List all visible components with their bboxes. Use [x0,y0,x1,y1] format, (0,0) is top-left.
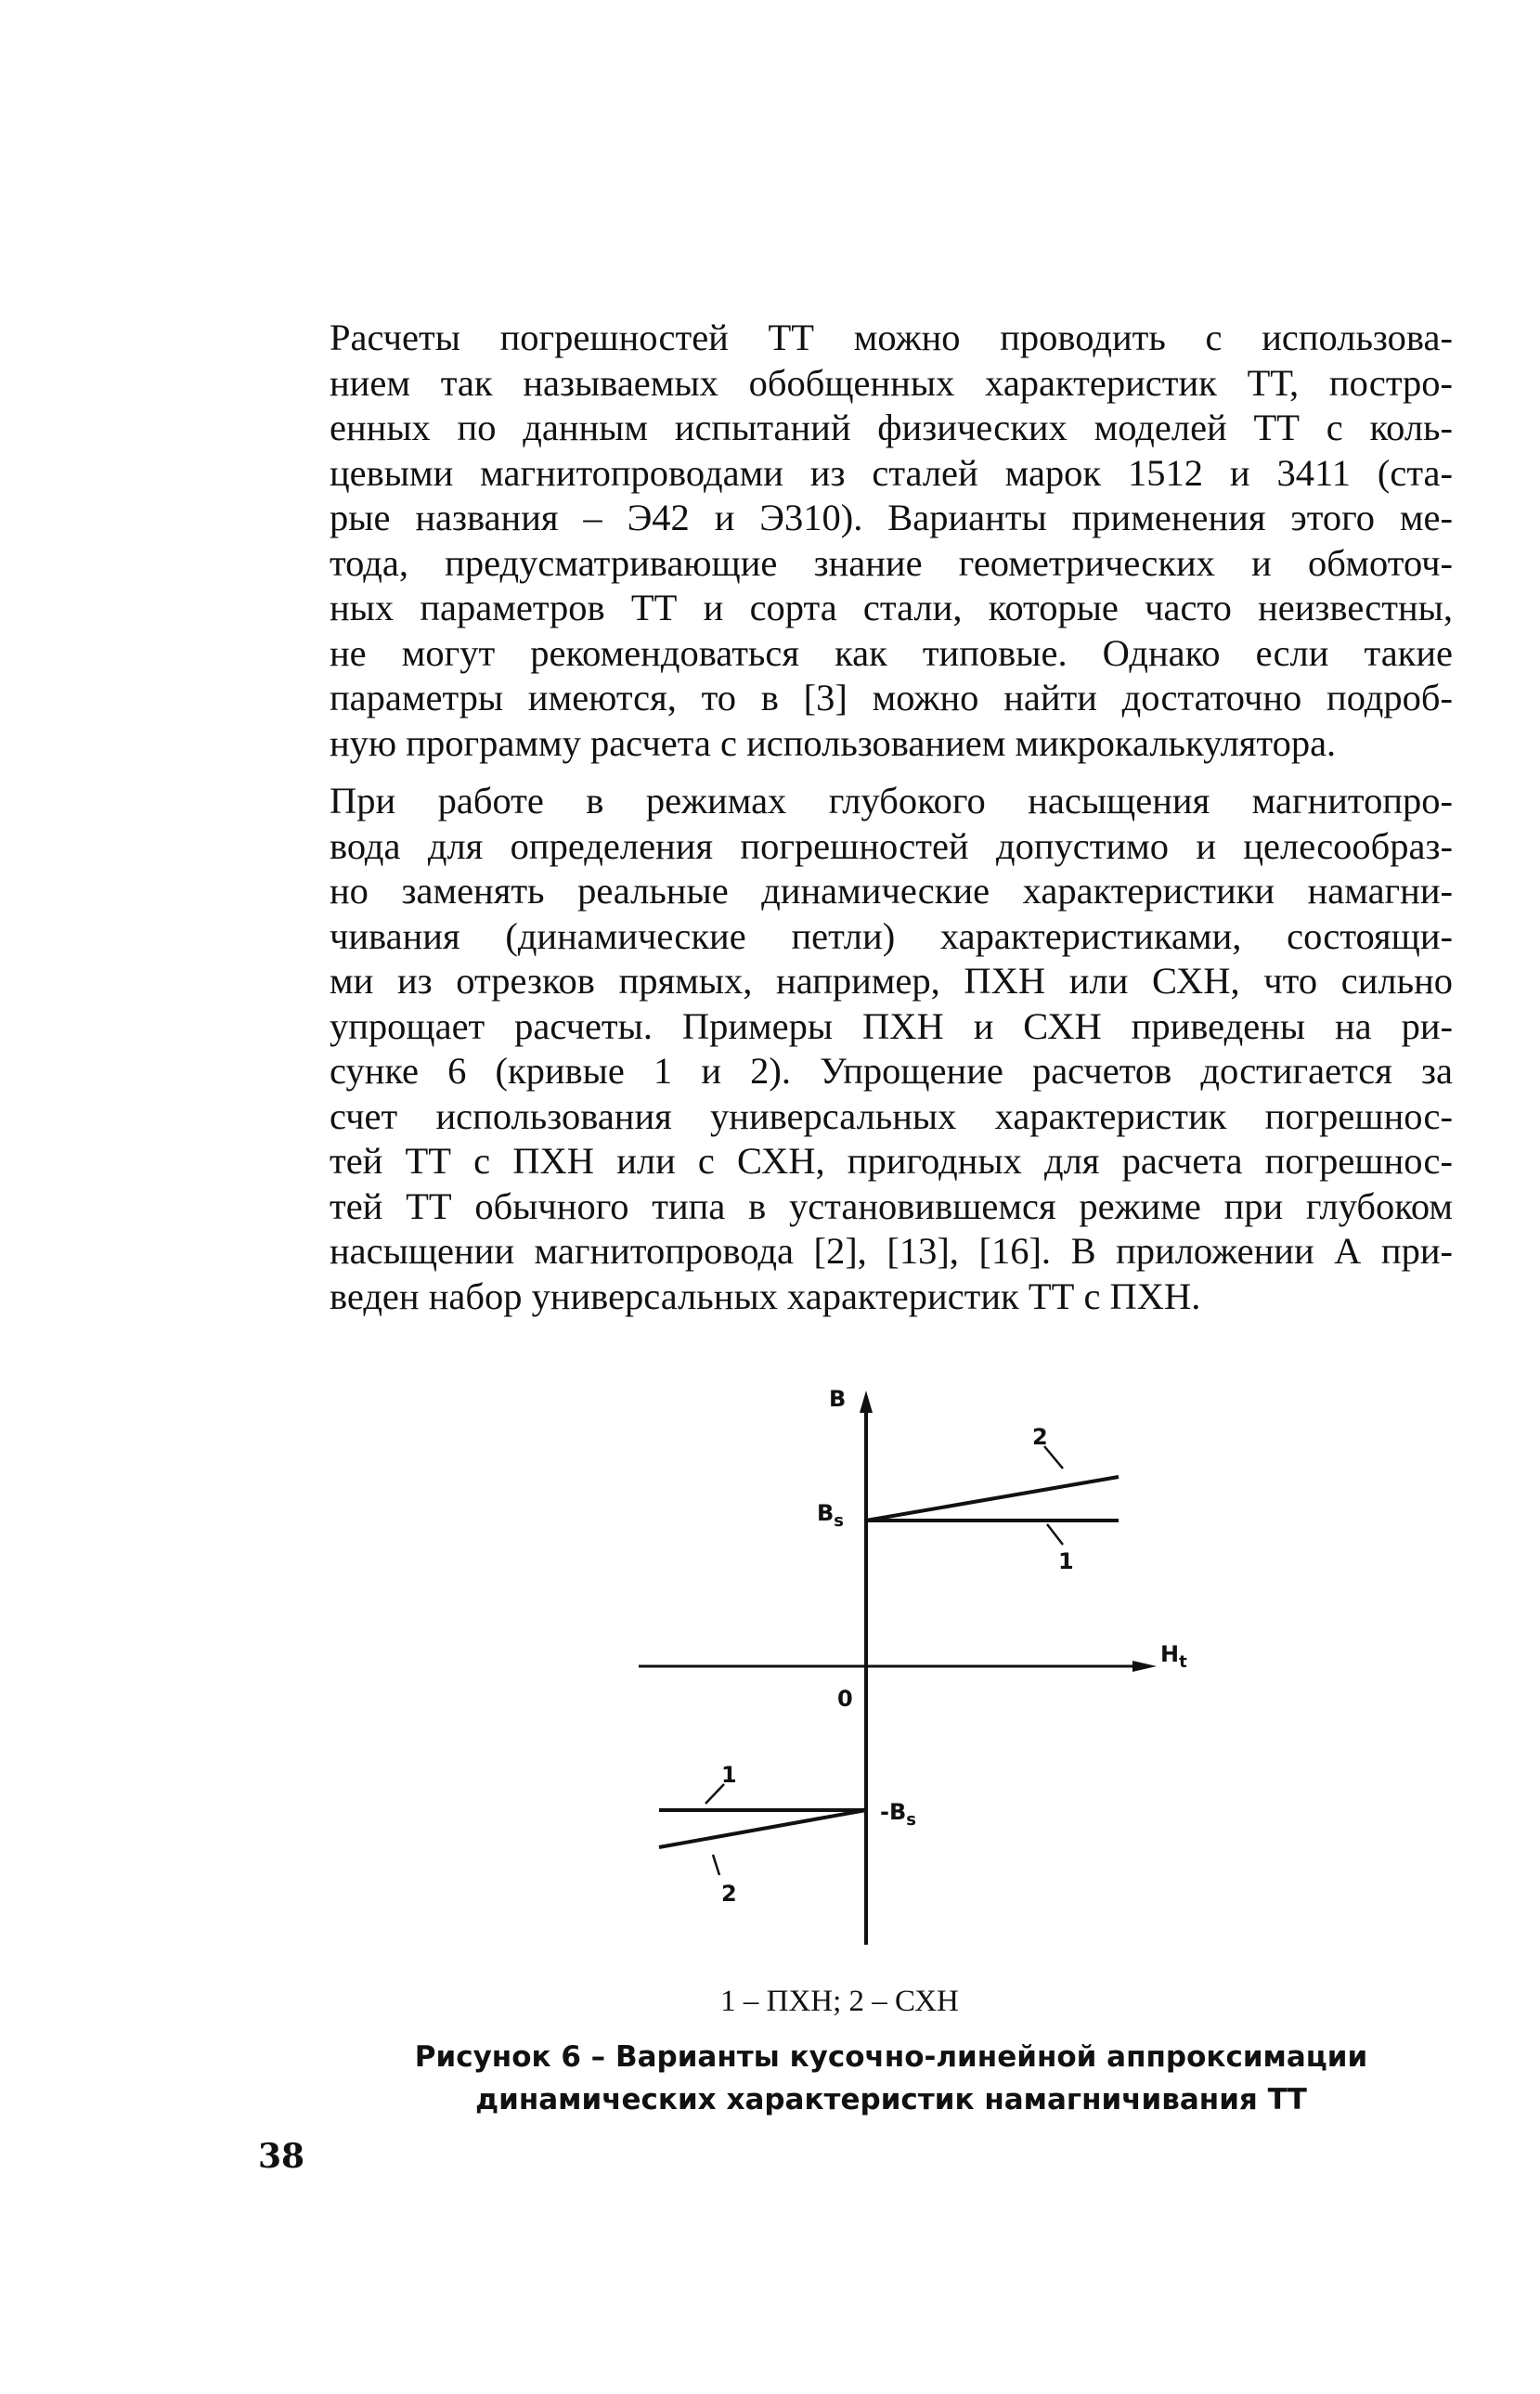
b-axis-label: B [829,1386,847,1412]
paragraph-2-line: вода для определения погрешностей допустимо и целесообраз- [330,824,1453,867]
magnetization-diagram [594,1383,1244,1977]
curve-2-upper [866,1477,1119,1521]
caption-line-1: Рисунок 6 – Варианты кусочно-линейной аппроксимации [414,2040,1368,2074]
paragraph-2-line: упрощает расчеты. Примеры ПХН и СХН приведены на ри- [330,1004,1453,1047]
paragraph-1-line: параметры имеются, то в [3] можно найти достаточно подроб- [330,677,1453,718]
paragraph-2-line: При работе в режимах глубокого насыщения магнитопро- [330,780,1453,822]
curve-2-label-upper: 2 [1032,1424,1048,1450]
paragraph-1-line: ную программу расчета с использованием микрокалькулятора. [330,721,1337,764]
figure-legend: 1 – ПХН; 2 – СХН [720,1985,959,2018]
paragraph-1-line: Расчеты погрешностей ТТ можно проводить с использова- [330,317,1453,358]
leader-1-upper [1047,1524,1063,1545]
paragraph-1-line: не могут рекомендоваться как типовые. Однако если такие [330,631,1453,674]
paragraph-1-line: енных по данным испытаний физических моделей ТТ с коль- [330,407,1453,448]
paragraph-1-line: цевыми магнитопроводами из сталей марок 1512 и 3411 (ста- [330,451,1453,494]
page-number: 38 [258,2137,305,2176]
paragraph-1 [330,316,1453,766]
paragraph-2-line: счет использования универсальных характеристик погрешнос- [330,1094,1453,1137]
paragraph-2-line: насыщении магнитопровода [2], [13], [16]. В приложении А при- [330,1230,1453,1272]
paragraph-1-line: рые названия – Э42 и Э310). Варианты применения этого ме- [330,497,1453,538]
caption-line-2: динамических характеристик намагничивания ТТ [475,2083,1307,2116]
curve-2-lower [659,1810,866,1847]
magnetization-figure [594,1383,1244,1977]
paragraph-2-line: но заменять реальные динамические характеристики намагни- [330,870,1453,912]
body-text [330,316,1453,1319]
origin-label: 0 [837,1686,853,1712]
curve-2-label-lower: 2 [721,1881,737,1907]
paragraph-2-line: тей ТТ обычного типа в установившемся режиме при глубоком [330,1184,1453,1227]
paragraph-2-line: сунке 6 (кривые 1 и 2). Упрощение расчетов достигается за [330,1050,1453,1092]
paragraph-2-line: веден набор универсальных характеристик ТТ с ПХН. [330,1275,1201,1317]
paragraph-1-line: ных параметров ТТ и сорта стали, которые часто неизвестны, [330,587,1453,628]
curve-1-label-lower: 1 [721,1762,737,1788]
leader-2-lower [713,1855,719,1875]
paragraph-1-line: нием так называемых обобщенных характеристик ТТ, постро- [330,361,1453,404]
figure-caption [330,2036,1453,2121]
paragraph-1-line: тода, предусматривающие знание геометрических и обмоточ- [330,541,1453,584]
h-axis-arrow [1132,1661,1157,1672]
paragraph-2-line: чивания (динамические петли) характеристиками, состоящи- [330,914,1453,957]
neg-bs-label: $-B_s$ [880,1799,916,1830]
curve-1-label-upper: 1 [1058,1548,1074,1574]
paragraph-2-line: ми из отрезков прямых, например, ПХН или СХН, что сильно [330,960,1453,1002]
bs-label: $B_s$ [817,1500,845,1531]
b-axis-arrow [860,1391,873,1413]
h-axis-label: $H_t$ [1160,1641,1187,1672]
paragraph-2-line: тей ТТ с ПХН или с СХН, пригодных для расчета погрешнос- [330,1140,1453,1182]
paragraph-2 [330,779,1453,1319]
